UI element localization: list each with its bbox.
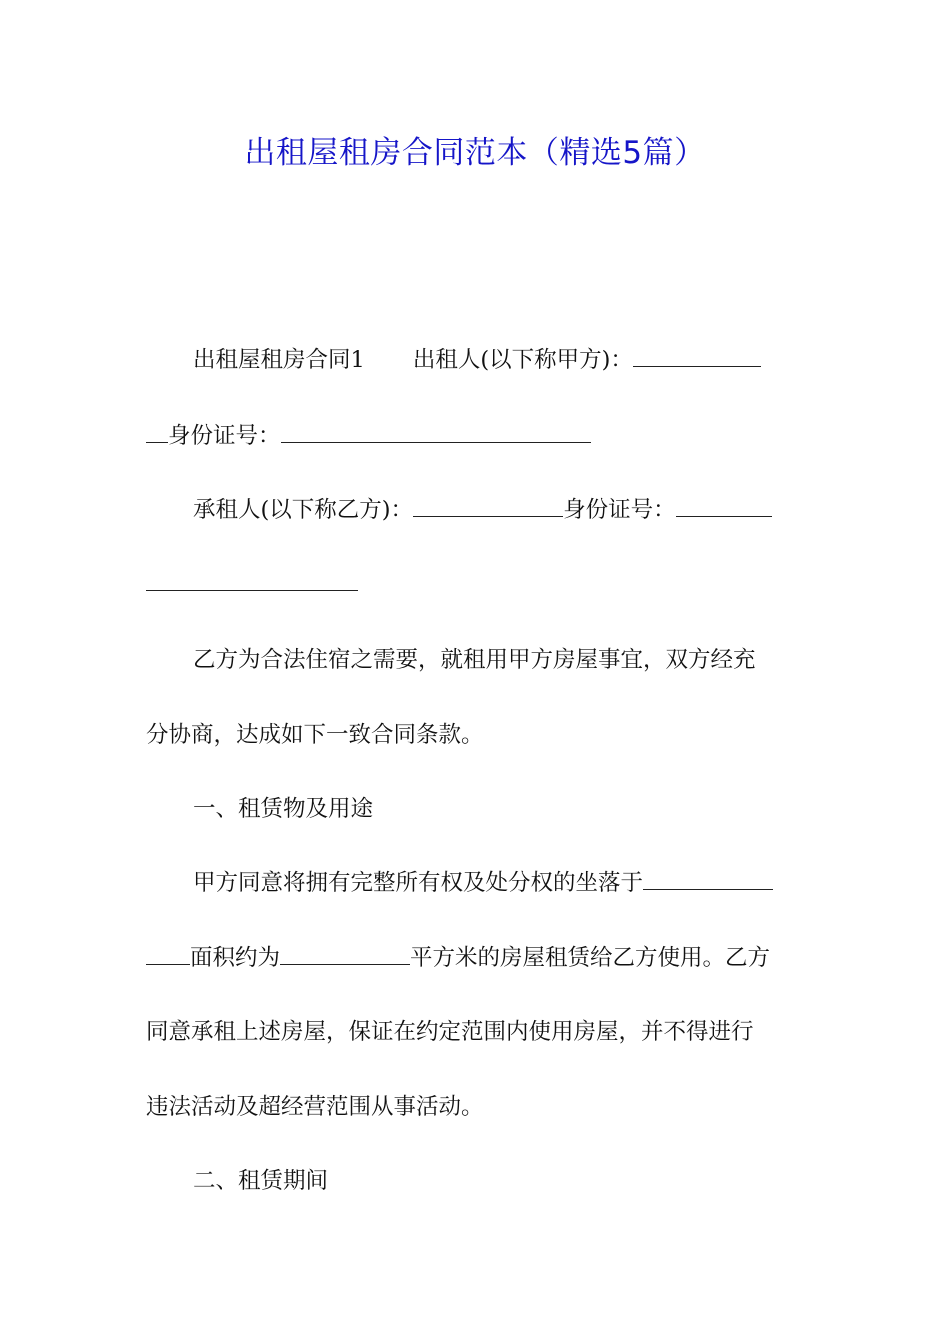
lessor-name-blank <box>633 344 761 367</box>
paragraph-purpose-line2: 分协商，达成如下一致合同条款。 <box>146 722 484 748</box>
property-location-text: 甲方同意将拥有完整所有权及处分权的坐落于 <box>193 870 644 896</box>
paragraph-lessor-line <box>193 342 806 378</box>
lessee-name-blank <box>413 494 563 517</box>
paragraph-lessee-line <box>193 492 806 528</box>
lessor-name-blank-continued <box>146 420 168 443</box>
lessee-id-label: 身份证号： <box>563 497 676 523</box>
lessor-id-label: 身份证号： <box>168 423 281 449</box>
section-heading-1: 一、租赁物及用途 <box>193 796 374 822</box>
lessor-label: 出租人(以下称甲方)： <box>412 347 633 373</box>
property-location-blank <box>643 867 773 890</box>
area-blank <box>280 942 410 965</box>
contract-heading-1: 出租屋租房合同1 <box>193 347 365 373</box>
paragraph-lessee-id-continued <box>146 566 806 602</box>
paragraph-property-line2 <box>146 940 806 976</box>
paragraph-property-line3: 同意承租上述房屋，保证在约定范围内使用房屋，并不得进行 <box>146 1019 754 1045</box>
lessee-label: 承租人(以下称乙方)： <box>193 497 414 523</box>
lessee-id-blank-continued <box>146 568 358 591</box>
lessor-id-blank <box>281 420 591 443</box>
property-location-blank-continued <box>146 942 190 965</box>
paragraph-purpose-line1: 乙方为合法住宿之需要，就租用甲方房屋事宜，双方经充 <box>193 647 756 673</box>
paragraph-lessor-id-line <box>146 418 806 454</box>
section-heading-2: 二、租赁期间 <box>193 1168 329 1194</box>
paragraph-property-line4: 违法活动及超经营范围从事活动。 <box>146 1094 484 1120</box>
document-title: 出租屋租房合同范本（精选5篇） <box>244 135 706 171</box>
lessee-id-blank <box>676 494 772 517</box>
area-label: 面积约为 <box>190 945 281 971</box>
paragraph-property-line1 <box>193 865 806 901</box>
area-text: 平方米的房屋租赁给乙方使用。乙方 <box>410 945 771 971</box>
